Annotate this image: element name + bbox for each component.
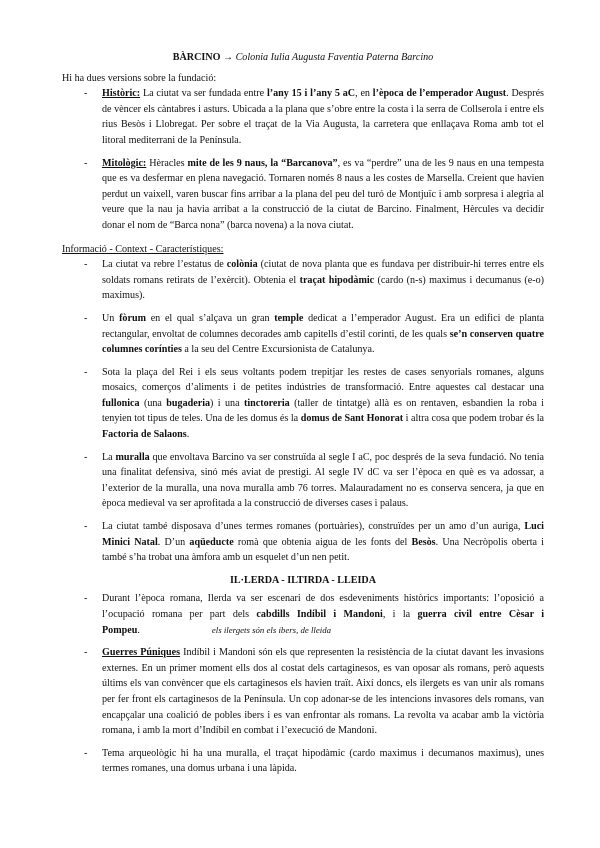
document-title	[62, 50, 544, 66]
list-item: - La ciutat va rebre l’estatus de colònia (ciutat de nova planta que es fundava per distribuir-hi terres entre els soldats romans retirats de l’exèrcit). Obtenia el traçat hipodàmic (cardo (n-s) maximus i decumanus (e-o) maximus).	[62, 257, 544, 304]
list-item: - Sota la plaça del Rei i els seus voltants podem trepitjar les restes de cases senyorials romanes, alguns mosaics, comerços d’aliments i de petites indústries de transformació. Entre aquestes cal destacar una fullonica (una bugaderia) i una tinctoreria (taller de tintatge) allà es on rentaven, esbandien la roba i tenyien tot tipus de teles. Una de les domus és la domus de Sant Honorat i altra cosa que podem trobar és la Factoria de Salaons.	[62, 365, 544, 443]
title-latin: Colonia Iulia Augusta Faventia Paterna Barcino	[235, 52, 434, 63]
info-list	[62, 257, 544, 566]
versions-list	[62, 86, 544, 233]
list-item: - Un fòrum en el qual s’alçava un gran temple dedicat a l’emperador August. Era un edifici de planta rectangular, envoltat de columnes decorades amb capitells d’estil corinti, de les quals se’n conserven quatre columnes corínties a la seu del Centre Excursionista de Catalunya.	[62, 311, 544, 358]
list-item: - Històric: La ciutat va ser fundada entre l’any 15 i l’any 5 aC, en l’època de l’emperador August. Després de vèncer els càntabres i asturs. Ubicada a la plana que s’obre entre la costa i la serra de Collserola i entre els rius Besòs i Llobregat. Per sobre el traçat de la Via Augusta, la carretera que enllaçava Roma amb tot el litoral mediterrani de la Península.	[62, 86, 544, 148]
intro-text: Hi ha dues versions sobre la fundació:	[62, 72, 217, 84]
margin-note: els ilergets són els ibers, de lleida	[211, 624, 332, 635]
list-item: - Durant l’època romana, Ilerda va ser escenari de dos esdeveniments històrics importants: l’oposició a l’ocupació romana per part dels cabdills Indíbil i Mandoni, i la guerra civil entre Cèsar i Pompeu. els ilergets són els ibers, de lleida	[62, 591, 544, 638]
lleida-list	[62, 591, 544, 777]
version-label: Mitològic:	[102, 157, 147, 169]
title-arrow: →	[220, 52, 236, 63]
title-main: BÀRCINO	[172, 52, 221, 63]
list-item: - Mitològic: Hèracles mite de les 9 naus, la “Barcanova”, es va “perdre” una de les 9 naus en una tempesta que es va desfermar en plena navegació. Tornaren només 8 naus a les costes de Marsella. Creient que havien perdut un vaixell, varen buscar fins arribar a la plana del peu del turó de Montjuïc i amb sorpresa i alegria al veure que la nau ja havia arribat a la construcció de la ciutat de Barcino. Finalment, Hèrcules va decidir donar el nom de “Barca nona” (barca novena) a la nova ciutat.	[62, 156, 544, 234]
info-heading: Informació - Context - Característiques:	[62, 243, 224, 255]
version-label: Històric:	[102, 88, 141, 100]
lleida-title: IL·LERDA - ILTIRDA - LLEIDA	[229, 574, 377, 586]
list-item: - Guerres Púniques Indíbil i Mandoni són els que representen la resistència de la ciutat davant les invasions externes. En un primer moment ells dos al costat dels cartaginesos, es van oposar als romans, però aquests últims els van convèncer que els cartaginesos els havien traït. Així doncs, els ilergets es van unir als romans per fer front els cartaginesos de la Península. Un cop adonar-se de les intencions invasores dels romans, van encapçalar una coalició de pobles ibers i es van enfrontar als romans. La revolta va acabar amb la victòria romana, i amb la mort d’Indíbil en combat i l’execució de Mandoni.	[62, 645, 544, 739]
document-page	[62, 50, 544, 784]
list-item: - La muralla que envoltava Barcino va ser construïda al segle I aC, poc després de la seva fundació. No tenia una finalitat defensiva, sinó més aviat de prestigi. Al segle IV dC va ser l’època en què es va adossar, a l’exterior de la muralla, una nova muralla amb 76 torres. Malauradament no es conserva sencera, ja que en època medieval va ser aprofitada a la construcció de diverses cases i palaus.	[62, 450, 544, 512]
list-item: - La ciutat també disposava d’unes termes romanes (portuàries), construïdes per un amo d’un auriga, Luci Minici Natal. D’un aqüeducte romà que obtenia aigua de les fonts del Besòs. Una Necròpolis oberta i també s’ha trobat una àmfora amb un esquelet d’un nen petit.	[62, 519, 544, 566]
list-item: - Tema arqueològic hi ha una muralla, el traçat hipodàmic (cardo maximus i decumanos maximus), unes termes romanes, una domus urbana i una làpida.	[62, 746, 544, 777]
